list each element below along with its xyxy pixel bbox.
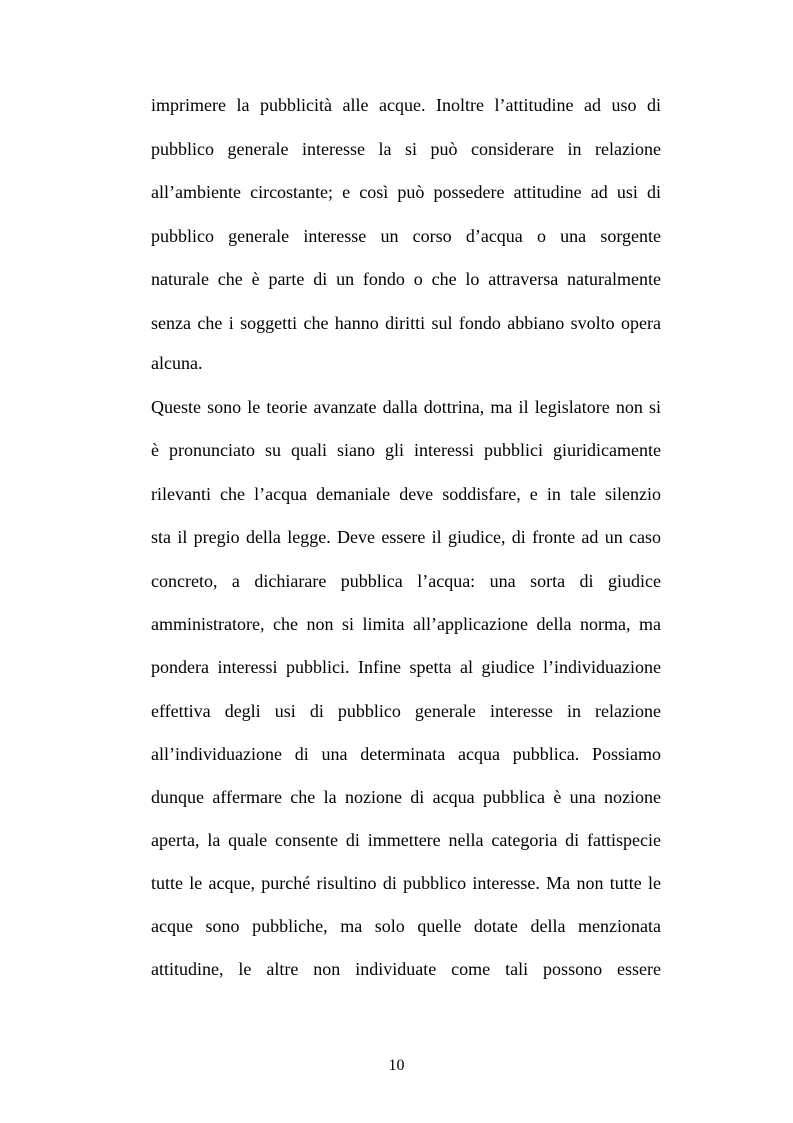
- text-line: tutte le acque, purché risultino di pubblico interesse. Ma non tutte le: [151, 873, 661, 893]
- text-line: attitudine, le altre non individuate come tali possono essere: [151, 959, 661, 979]
- text-line: pondera interessi pubblici. Infine spetta al giudice l’individuazione: [151, 657, 661, 677]
- text-line: alcuna.: [151, 353, 203, 373]
- text-line: all’ambiente circostante; e così può possedere attitudine ad usi di: [151, 182, 661, 202]
- text-line: senza che i soggetti che hanno diritti sul fondo abbiano svolto opera: [151, 313, 661, 333]
- page-number: 10: [388, 1057, 405, 1074]
- text-line: pubblico generale interesse la si può considerare in relazione: [151, 139, 661, 159]
- text-line: imprimere la pubblicità alle acque. Inoltre l’attitudine ad uso di: [151, 95, 661, 115]
- text-line: pubblico generale interesse un corso d’acqua o una sorgente: [151, 226, 661, 246]
- text-line: aperta, la quale consente di immettere nella categoria di fattispecie: [151, 830, 661, 850]
- text-line: naturale che è parte di un fondo o che lo attraversa naturalmente: [151, 269, 661, 289]
- text-line: acque sono pubbliche, ma solo quelle dotate della menzionata: [151, 916, 661, 936]
- text-line: sta il pregio della legge. Deve essere il giudice, di fronte ad un caso: [151, 527, 661, 547]
- text-line: all’individuazione di una determinata acqua pubblica. Possiamo: [151, 744, 661, 764]
- text-line: rilevanti che l’acqua demaniale deve soddisfare, e in tale silenzio: [151, 484, 661, 504]
- text-line: amministratore, che non si limita all’applicazione della norma, ma: [151, 614, 661, 634]
- text-line: è pronunciato su quali siano gli interessi pubblici giuridicamente: [151, 440, 661, 460]
- text-line: dunque affermare che la nozione di acqua pubblica è una nozione: [151, 787, 661, 807]
- text-line: concreto, a dichiarare pubblica l’acqua: una sorta di giudice: [151, 571, 661, 591]
- text-line: effettiva degli usi di pubblico generale interesse in relazione: [151, 701, 661, 721]
- text-line: Queste sono le teorie avanzate dalla dottrina, ma il legislatore non si: [151, 397, 661, 417]
